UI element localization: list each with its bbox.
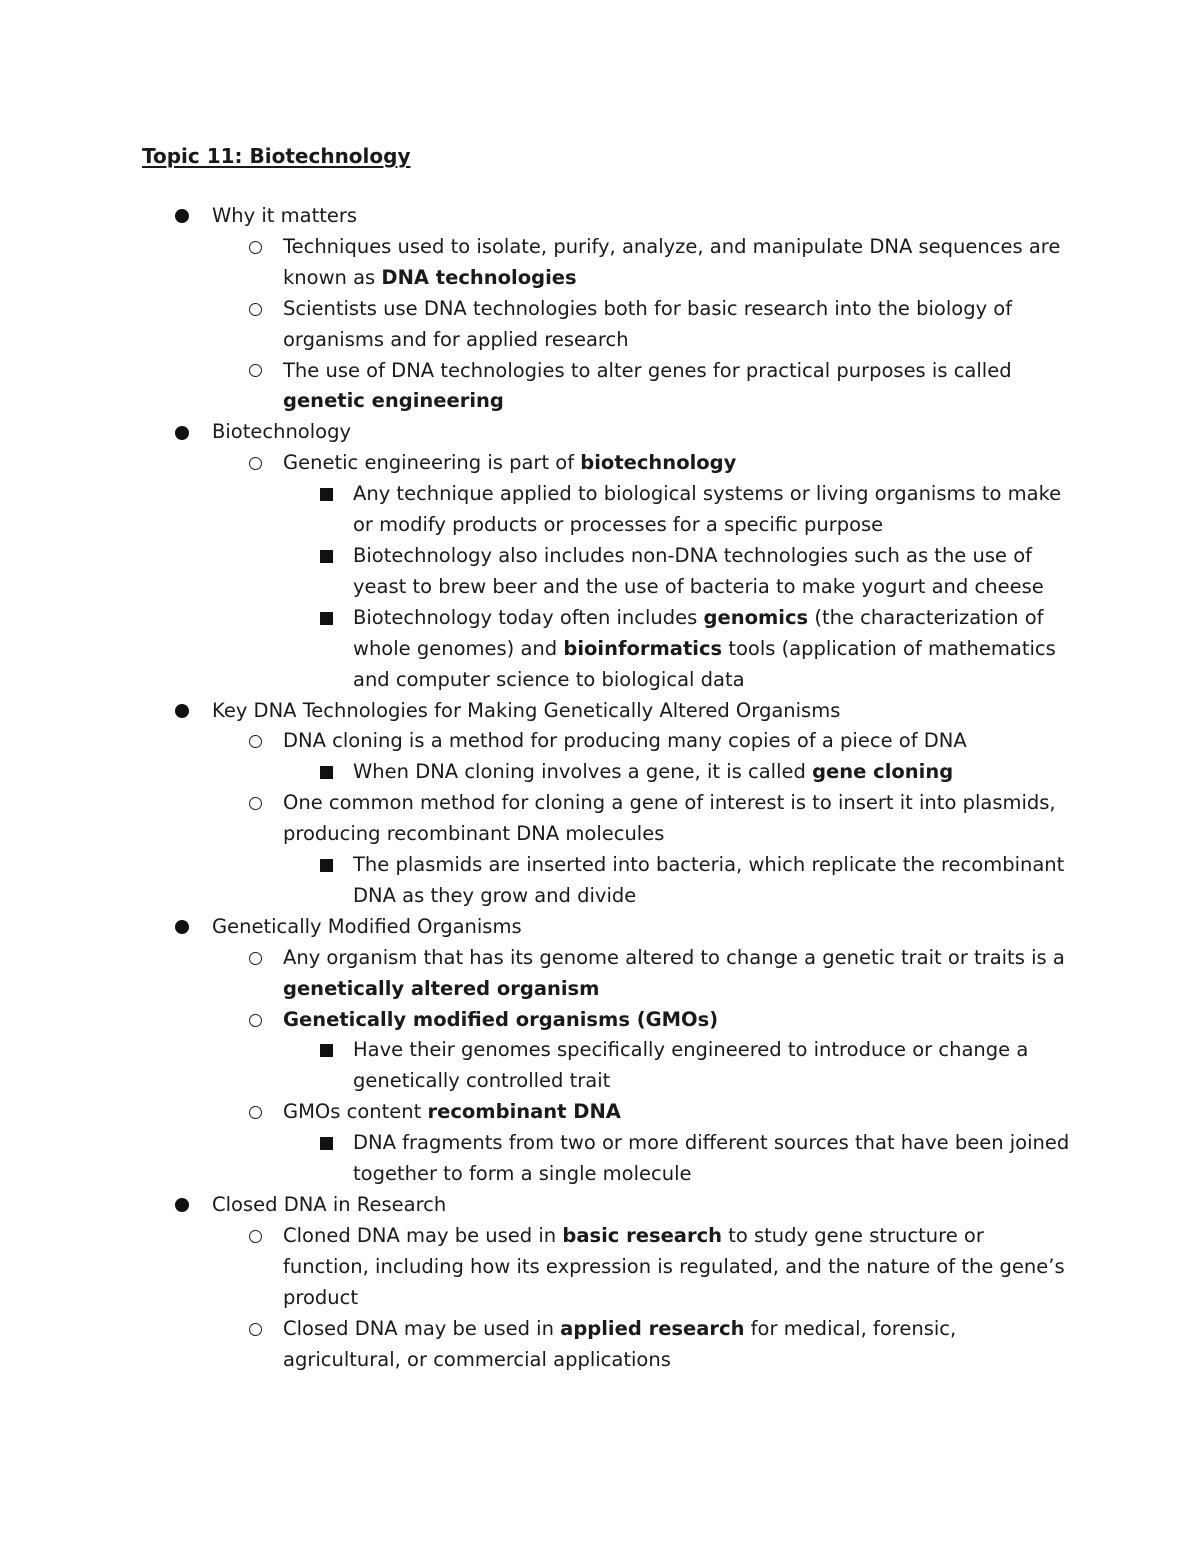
list-item [353,1128,1073,1190]
item-text: for medical, forensic, agricultural, or commercial applications [283,1316,957,1371]
item-text: Genetic engineering is part of [283,451,581,475]
filled-bullet-icon [174,1190,190,1221]
list-item [283,232,1073,294]
bold-term: basic research [562,1223,723,1247]
hollow-bullet-icon [247,232,263,263]
square-bullet-icon [318,541,334,572]
square-bullet-icon [318,1035,334,1066]
list-item [283,1097,1073,1128]
list-item [283,788,1073,850]
list-item [353,1035,1073,1097]
list-item [353,603,1073,696]
list-item [353,757,1073,788]
filled-bullet-icon [174,696,190,727]
bold-term: genomics [703,605,809,629]
page-title: Topic 11: Biotechnology [142,144,411,168]
item-text: Closed DNA may be used in [283,1316,561,1340]
bold-term: recombinant DNA [427,1100,621,1124]
item-text: (the characterization of whole genomes) and [353,605,1044,660]
item-text: One common method for cloning a gene of interest is to insert it into plasmids, producing recombinant DNA molecules [283,791,1056,846]
list-item [353,850,1073,912]
list-item [353,541,1073,603]
section-heading-why-it-matters [212,201,1072,232]
item-text: to study gene structure or function, including how its expression is regulated, and the nature of the gene’s product [283,1223,1065,1309]
item-text: Biotechnology also includes non-DNA technologies such as the use of yeast to brew beer and the use of bacteria to make yogurt and cheese [353,543,1044,598]
filled-bullet-icon [174,912,190,943]
list-item [283,1314,1073,1376]
list-item [283,943,1073,1005]
hollow-bullet-icon [247,788,263,819]
item-text: Techniques used to isolate, purify, analyze, and manipulate DNA sequences are known as [283,234,1061,289]
bold-term: Genetically modified organisms (GMOs) [283,1007,719,1031]
item-text: Scientists use DNA technologies both for basic research into the biology of organisms and for applied research [283,296,1013,351]
bold-term: bioinformatics [563,636,723,660]
outline [0,201,1200,1375]
list-item [283,1221,1073,1314]
hollow-bullet-icon [247,726,263,757]
hollow-bullet-icon [247,356,263,387]
bold-term: gene cloning [812,760,954,784]
item-text: DNA cloning is a method for producing many copies of a piece of DNA [283,729,967,753]
item-text: Have their genomes specifically engineered to introduce or change a genetically controlled trait [353,1038,1029,1093]
list-item [283,1005,1073,1036]
hollow-bullet-icon [247,294,263,325]
square-bullet-icon [318,479,334,510]
bold-term: DNA technologies [381,265,577,289]
item-text: DNA fragments from two or more different sources that have been joined together to form a single molecule [353,1131,1070,1186]
section-heading-cloned-dna-research [212,1190,1072,1221]
list-item [283,294,1073,356]
hollow-bullet-icon [247,1005,263,1036]
item-text: Any technique applied to biological systems or living organisms to make or modify products or processes for a specific purpose [353,482,1062,537]
item-text: Any organism that has its genome altered to change a genetic trait or traits is a [283,945,1065,969]
hollow-bullet-icon [247,943,263,974]
section-heading-text: Key DNA Technologies for Making Genetically Altered Organisms [212,698,841,722]
list-item [283,448,1073,479]
hollow-bullet-icon [247,1221,263,1252]
list-item [353,479,1073,541]
item-text: The use of DNA technologies to alter genes for practical purposes is called [283,358,1012,382]
bold-term: biotechnology [580,451,737,475]
hollow-bullet-icon [247,1097,263,1128]
hollow-bullet-icon [247,1314,263,1345]
section-heading-text: Why it matters [212,204,358,227]
square-bullet-icon [318,850,334,881]
square-bullet-icon [318,603,334,634]
item-text: tools (application of mathematics and computer science to biological data [353,636,1056,691]
section-heading-gmo [212,912,1072,943]
item-text: Cloned DNA may be used in [283,1223,563,1247]
hollow-bullet-icon [247,448,263,479]
item-text: The plasmids are inserted into bacteria, which replicate the recombinant DNA as they grow and divide [353,853,1065,907]
list-item [283,356,1073,418]
square-bullet-icon [318,1128,334,1159]
square-bullet-icon [318,757,334,788]
section-heading-text: Genetically Modified Organisms [212,914,522,938]
bold-term: applied research [560,1316,745,1340]
bold-term: genetically altered organism [283,976,600,1000]
list-item [283,726,1073,757]
item-text: Biotechnology today often includes [353,605,704,629]
section-heading-biotechnology [212,417,1072,448]
section-heading-text: Closed DNA in Research [212,1193,447,1216]
item-text: When DNA cloning involves a gene, it is called [353,760,813,784]
section-heading-text: Biotechnology [212,420,352,444]
filled-bullet-icon [174,417,190,448]
section-heading-key-dna-technologies [212,696,1072,727]
filled-bullet-icon [174,201,190,232]
bold-term: genetic engineering [283,389,504,413]
item-text: GMOs content [283,1100,428,1124]
